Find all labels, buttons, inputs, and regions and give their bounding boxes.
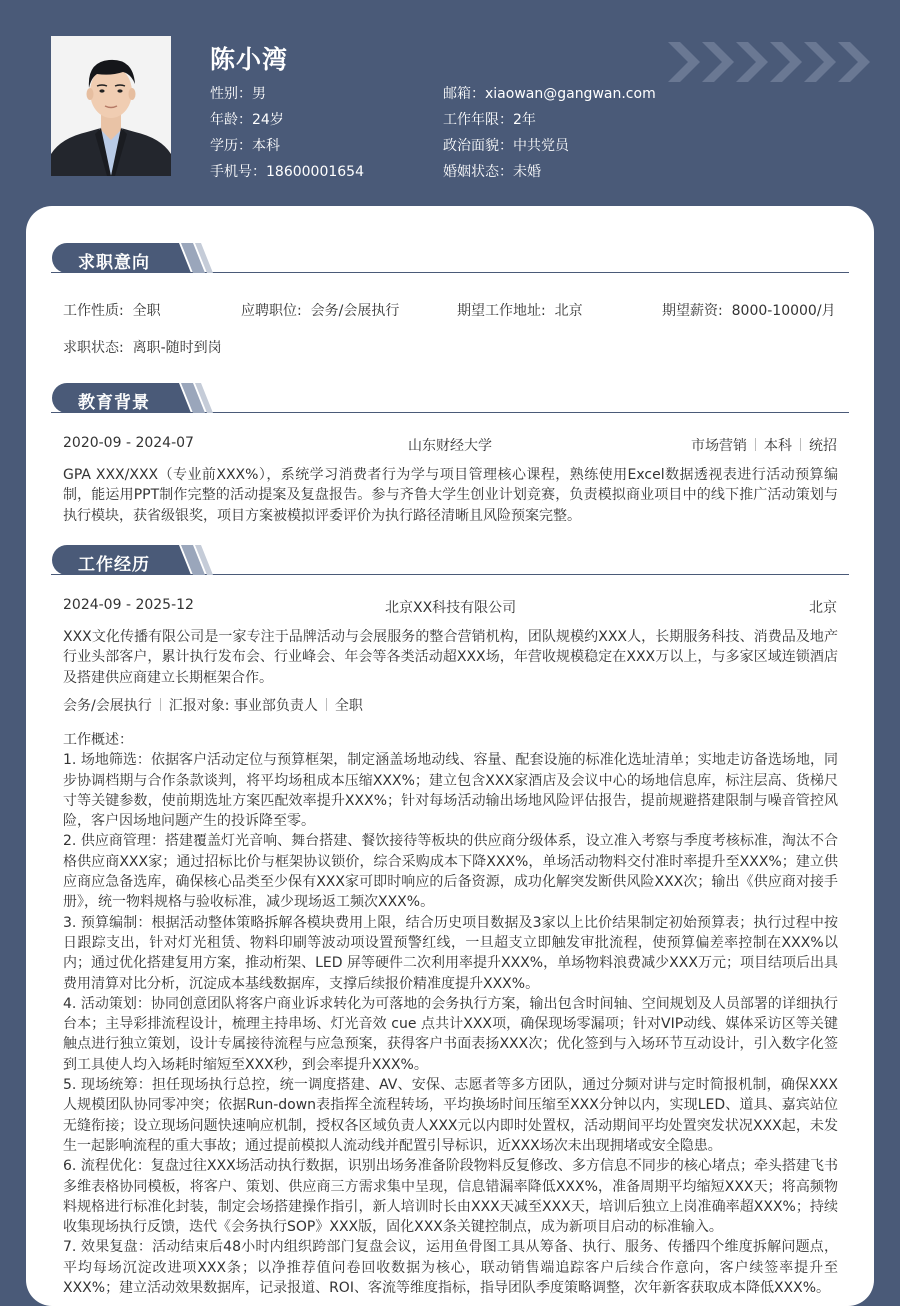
age-field <box>210 109 284 129</box>
education-description: GPA XXX/XXX（专业前XXX%），系统学习消费者行为学与项目管理核心课程，熟练使用Excel数据透视表进行活动预算编制，能运用PPT制作完整的活动提案及复盘报告。参与齐鲁大学生创业计划竞赛，负责模拟商业项目中的线下推广活动策划与执行模块，获省级银奖，项目方案被模拟评委评价为执行路径清晰且风险预案完整。 <box>63 467 838 524</box>
intent-job-type-value: 全职 <box>132 303 161 319</box>
section-header-education <box>51 383 849 415</box>
education-level-field <box>210 135 280 155</box>
email-field <box>443 83 656 103</box>
work-item: 7. 效果复盘：活动结束后48小时内组织跨部门复盘会议，运用鱼骨图工具从筹备、执行、服务、传播四个维度拆解问题点，平均每场沉淀改进项XXX条；以净推荐值问卷回收数据为核心，联动销售端追踪客户后续合作意向，客户续签率提升至XXX%；建立活动效果数据库，记录报道、ROI、客流等维度指标，指导团队季度策略调整，次年新客获取成本降低XXX%。 <box>63 1239 838 1297</box>
work-years-field <box>443 109 536 129</box>
education-degree: 本科 <box>764 438 792 454</box>
intent-position-value: 会务/会展执行 <box>310 303 400 319</box>
political-status-field <box>443 135 569 155</box>
section-title-intent: 求职意向 <box>78 253 150 273</box>
section-title-education: 教育背景 <box>78 393 150 413</box>
intent-salary <box>662 300 836 320</box>
work-overview-label: 工作概述： <box>63 732 133 748</box>
work-job-type: 全职 <box>334 698 363 714</box>
education-level-label: 学历： <box>210 138 252 154</box>
education-meta <box>691 435 837 455</box>
gender-value: 男 <box>252 86 266 102</box>
email-value: xiaowan@gangwan.com <box>485 86 656 102</box>
intent-salary-label: 期望薪资: <box>662 303 723 319</box>
profile-photo <box>51 36 171 176</box>
intent-location <box>457 300 583 320</box>
email-label: 邮箱： <box>443 86 485 102</box>
marital-status-label: 婚姻状态： <box>443 164 513 180</box>
marital-status-value: 未婚 <box>513 164 541 180</box>
resume-header <box>0 0 900 215</box>
profile-photo-image <box>51 36 171 176</box>
work-item: 5. 现场统筹：担任现场执行总控，统一调度搭建、AV、安保、志愿者等多方团队，通过分频对讲与定时简报机制，确保XXX人规模团队协同零冲突；依据Run-down表指挥全流程转场，平均换场时间压缩至XXX分钟以内，实现LED、道具、嘉宾站位无缝衔接；设立现场问题快速响应机制，授权各区域负责人XXX元以内即时处置权，活动期间平均处置突发状况XXX起，未发生一起影响流程的重大事故；通过提前模拟人流动线并配置引导标识，近XXX场次未出现拥堵或安全隐患。 <box>63 1077 838 1154</box>
section-header-intent <box>51 243 849 275</box>
education-school: 山东财经大学 <box>408 438 492 454</box>
age-label: 年龄： <box>210 112 252 128</box>
work-city: 北京 <box>809 600 837 616</box>
phone-label: 手机号： <box>210 164 266 180</box>
work-years-value: 2年 <box>513 112 536 128</box>
work-date: 2024-09 - 2025-12 <box>63 597 194 613</box>
intent-position-label: 应聘职位: <box>241 303 302 319</box>
work-report: 汇报对象: 事业部负责人 <box>168 698 318 714</box>
decorative-chevrons-icon <box>668 42 873 82</box>
intent-salary-value: 8000-10000/月 <box>731 303 836 319</box>
company-intro: XXX文化传播有限公司是一家专注于品牌活动与会展服务的整合营销机构，团队规模约XXX人，长期服务科技、消费品及地产行业头部客户，累计执行发布会、行业峰会、年会等各类活动超XXX场，年营收规模稳定在XXX万以上，与多家区域连锁酒店及搭建供应商建立长期框架合作。 <box>63 629 838 686</box>
education-type: 统招 <box>809 438 837 454</box>
intent-status-label: 求职状态: <box>63 340 124 356</box>
work-item: 6. 流程优化：复盘过往XXX场活动执行数据，识别出场务准备阶段物料反复修改、多方信息不同步的核心堵点；牵头搭建飞书多维表格协同模板，将客户、策划、供应商三方需求集中呈现，信息错漏率降低XXX%，准备周期平均缩短XXX天；将高频物料规格进行标准化封装，制定会场搭建操作指引，新人培训时长由XXX天减至XXX天，培训后独立上岗准确率超XXX%；持续收集现场执行反馈，迭代《会务执行SOP》XXX版，固化XXX条关键控制点，成为新项目启动的标准输入。 <box>63 1158 838 1236</box>
section-title-work: 工作经历 <box>78 555 150 575</box>
work-position: 会务/会展执行 <box>63 698 152 714</box>
work-overview <box>63 730 838 1298</box>
marital-status-field <box>443 161 541 181</box>
gender-label: 性别： <box>210 86 252 102</box>
work-meta <box>63 695 363 715</box>
intent-position <box>241 300 399 320</box>
work-item: 2. 供应商管理：搭建覆盖灯光音响、舞台搭建、餐饮接待等板块的供应商分级体系，设立准入考察与季度考核标准，淘汰不合格供应商XXX家；通过招标比价与框架协议锁价，综合采购成本下降XXX%，单场活动物料交付准时率提升至XXX%；建立供应商应急备选库，确保核心品类至少保有XXX家可即时响应的后备资源，成功化解突发断供风险XXX次；输出《供应商对接手册》，统一物料规格与验收标准，减少现场返工频次XXX%。 <box>63 833 838 911</box>
intent-job-type-label: 工作性质: <box>63 303 124 319</box>
work-item: 4. 活动策划：协同创意团队将客户商业诉求转化为可落地的会务执行方案，输出包含时间轴、空间规划及人员部署的详细执行台本；主导彩排流程设计，梳理主持串场、灯光音效 cue 点共计XXX项，确保现场零漏项；针对VIP动线、媒体采访区等关键触点进行独立策划，设计专属接待流程与应急预案，获得客户书面表扬XXX次；优化签到与入场环节互动设计，引入数字化签到工具使人均入场耗时缩短至XXX秒，到会率提升XXX%。 <box>63 995 838 1073</box>
age-value: 24岁 <box>252 112 284 128</box>
intent-job-type <box>63 300 161 320</box>
work-item: 1. 场地筛选：依据客户活动定位与预算框架，制定涵盖场地动线、容量、配套设施的标准化选址清单；实地走访备选场地，同步协调档期与合作条款谈判，将平均场租成本压缩XXX%；建立包含XXX家酒店及会议中心的场地信息库，标注层高、货梯尺寸等关键参数，使前期选址方案匹配效率提升XXX%；针对每场活动输出场地风险评估报告，提前规避搭建限制与噪音管控风险，客户因场地问题产生的投诉降至零。 <box>63 752 838 830</box>
phone-value: 18600001654 <box>266 164 364 180</box>
political-status-label: 政治面貌： <box>443 138 513 154</box>
intent-location-value: 北京 <box>554 303 583 319</box>
work-item: 3. 预算编制：根据活动整体策略拆解各模块费用上限，结合历史项目数据及3家以上比价结果制定初始预算表；执行过程中按日跟踪支出，针对灯光租赁、物料印刷等波动项设置预警红线，一旦超支立即触发审批流程，使预算偏差率控制在XXX%以内；通过优化搭建复用方案，推动桁架、LED 屏等硬件二次利用率提升XXX%，单场物料浪费减少XXX万元；项目结项后出具费用清算对比分析，沉淀成本基线数据库，支撑后续报价精准度提升XXX%。 <box>63 914 838 992</box>
education-major: 市场营销 <box>691 438 747 454</box>
work-company: 北京XX科技有限公司 <box>385 600 517 616</box>
candidate-name: 陈小湾 <box>210 45 289 74</box>
phone-field <box>210 161 364 181</box>
section-header-work <box>51 545 849 577</box>
education-level-value: 本科 <box>252 138 280 154</box>
political-status-value: 中共党员 <box>513 138 569 154</box>
education-date: 2020-09 - 2024-07 <box>63 435 194 451</box>
intent-status-value: 离职-随时到岗 <box>132 340 222 356</box>
gender-field <box>210 83 266 103</box>
work-years-label: 工作年限： <box>443 112 513 128</box>
intent-status <box>63 337 222 357</box>
intent-location-label: 期望工作地址: <box>457 303 546 319</box>
